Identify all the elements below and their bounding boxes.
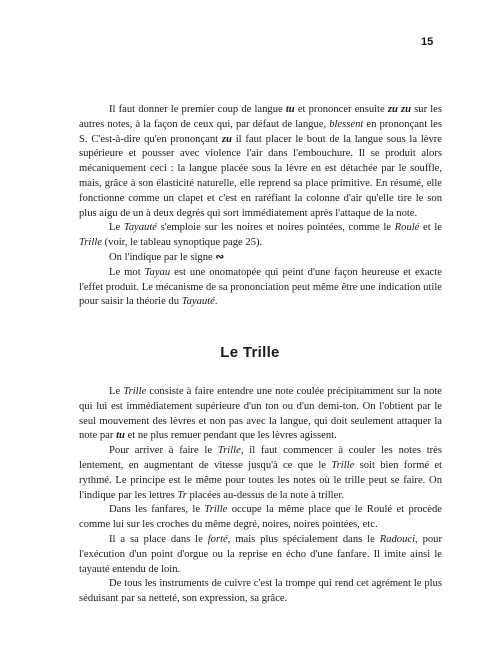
- paragraph-definition: [79, 385, 442, 444]
- paragraph-forte: [79, 533, 442, 577]
- text: Pour arriver à faire le: [109, 445, 218, 457]
- section-heading: Le Trille: [220, 344, 280, 361]
- emphasis: forté: [207, 533, 228, 545]
- paragraph-fanfares: [79, 503, 442, 533]
- text: est une onomatopée qui peint d'une façon heureuse et exacte l'effet produit. Le mécanisme de sa prononciation peut même être une indication utile pour saisir la théorie du: [79, 266, 442, 308]
- emphasis: blessent: [329, 118, 364, 130]
- text: Il a sa place dans le: [109, 533, 208, 545]
- text: soit bien formé et rythmé. Le principe est le même pour toutes les notes où le trille peut se faire. On l'indique par les lettres: [79, 459, 442, 501]
- text: s'emploie sur les noires et noires pointées, comme le: [157, 222, 395, 234]
- emphasis: zu zu: [387, 104, 412, 115]
- emphasis: Trille: [331, 459, 355, 471]
- paragraph-usage: [79, 221, 442, 251]
- text: .: [214, 296, 218, 308]
- text: Le mot: [109, 266, 145, 278]
- emphasis: Radouci: [379, 533, 416, 545]
- emphasis: Roulé: [394, 222, 420, 234]
- text: De tous les instruments de cuivre c'est la trompe qui rend cet agrément le plus séduisant par sa netteté, son expression, sa grâce.: [79, 578, 442, 605]
- emphasis: Trille: [123, 386, 147, 397]
- emphasis: tu: [116, 430, 125, 442]
- emphasis: Tayauté: [123, 222, 158, 234]
- text: en prononçant les S. C'est-à-dire qu'en prononçant: [79, 118, 442, 145]
- text: Le: [109, 386, 124, 397]
- text: placées au-dessus de la note à triller.: [186, 489, 344, 501]
- paragraph-sign: [79, 251, 442, 266]
- tayaute-sign-icon: ∾: [215, 251, 225, 263]
- emphasis: Tr: [177, 489, 187, 501]
- emphasis: Trille: [217, 445, 241, 457]
- paragraph-onomatopoeia: [79, 266, 442, 310]
- paragraph-tonguing: [79, 103, 442, 221]
- text: sur les autres notes, à la façon de ceux qui, par défaut de langue,: [79, 104, 442, 130]
- text: , il faut commencer à couler les notes très lentement, en augmentant de vitesse jusqu'à ce que le: [79, 445, 443, 471]
- page-number: 15: [421, 36, 434, 48]
- emphasis: zu: [221, 133, 232, 145]
- paragraph-practice: [79, 444, 442, 503]
- text: Il faut donner le premier coup de langue: [109, 104, 286, 115]
- text: et prononcer ensuite: [294, 104, 388, 115]
- paragraph-trompe: [79, 577, 442, 607]
- trille-section: [79, 385, 442, 607]
- text: il faut placer le bout de la langue sous la lèvre supérieure et pousser avec violence l'air dans l'embouchure. Il se produit alors mécaniquement ceci : la langue placée sous la lèvre en est détachée par le souffle, mais, grâce à son élasticité naturelle, elle reprend sa place primitive. En résumé, elle fonctionne comme un clapet et c'est en raréfiant la colonne d'air qu'elle tire le son plus aigu de un à deux degrés qui sort immédiatement après l'attaque de la note.: [79, 133, 442, 219]
- text: Dans les fanfares, le: [109, 504, 205, 516]
- emphasis: tu: [285, 104, 295, 115]
- emphasis: Trille: [204, 504, 228, 516]
- emphasis: Trille: [79, 237, 102, 249]
- text: , mais plus spécialement dans le: [227, 533, 380, 545]
- emphasis: Tayauté: [181, 296, 215, 308]
- text: consiste à faire entendre une note coulée précipitamment sur la note qui lui est immédiatement supérieure d'un ton ou d'un demi-ton. On l'obtient par le seul mouvement des lèvres et non pas avec la langue, qui doit seulement attaquer la note par: [79, 386, 442, 442]
- text: (voir, le tableau synoptique page 25).: [101, 237, 263, 249]
- text: , pour l'exécution d'un point d'orgue ou la reprise en écho d'une fanfare. Il imite ainsi le tayauté entendu de loin.: [79, 533, 442, 575]
- tayaute-section: [79, 103, 442, 310]
- text: et le: [419, 222, 442, 234]
- text: On l'indique par le signe: [109, 251, 216, 263]
- text: et ne plus remuer pendant que les lèvres agissent.: [124, 430, 337, 442]
- text: Le: [109, 222, 124, 234]
- text: occupe la même place que le Roulé et procède comme lui sur les croches du même degré, noires, noires pointées, etc.: [79, 504, 442, 531]
- emphasis: Tayau: [144, 266, 171, 278]
